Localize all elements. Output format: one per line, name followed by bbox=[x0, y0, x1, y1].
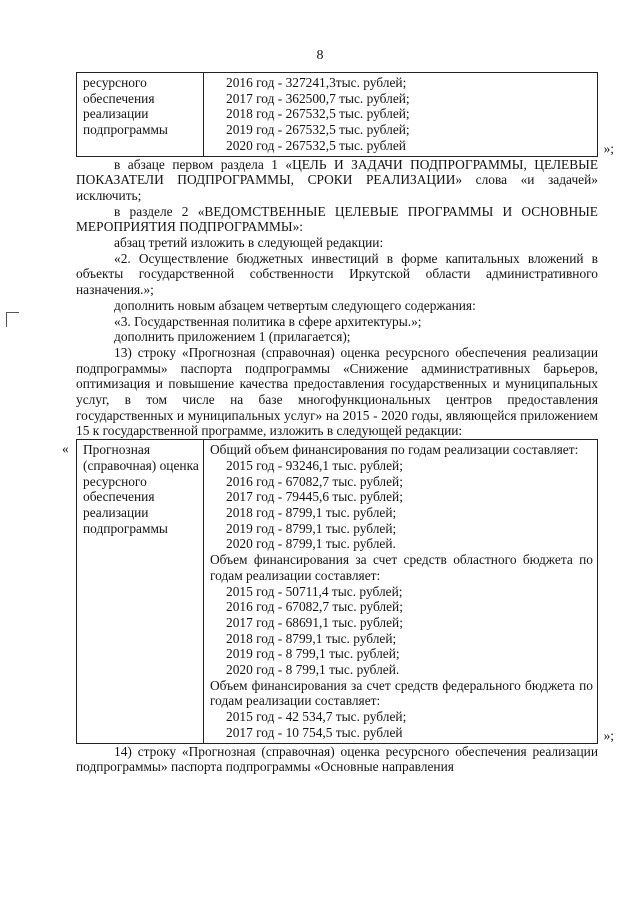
funding-line: 2019 год - 8799,1 тыс. рублей; bbox=[226, 520, 397, 536]
funding-line: 2016 год - 327241,3тыс. рублей; bbox=[226, 75, 407, 90]
paragraph: в абзаце первом раздела 1 «ЦЕЛЬ И ЗАДАЧИ ПОДПРОГРАММЫ, ЦЕЛЕВЫЕ ПОКАЗАТЕЛИ ПОДПРОГРАММЫ, СРОКИ РЕАЛИЗАЦИИ» слова «и задачей» исключить; bbox=[76, 156, 598, 203]
funding-heading: Общий объем финансирования по годам реализации составляет: bbox=[210, 442, 579, 458]
funding-line: 2019 год - 8 799,1 тыс. рублей; bbox=[226, 646, 400, 662]
funding-line: 2020 год - 267532,5 тыс. рублей bbox=[226, 137, 406, 153]
paragraph: дополнить новым абзацем четвертым следующего содержания: bbox=[114, 297, 476, 313]
funding-heading: Объем финансирования за счет средств федерального бюджета по годам реализации составляет: bbox=[210, 677, 593, 709]
paragraph: 14) строку «Прогнозная (справочная) оценка ресурсного обеспечения реализации подпрограммы» паспорта подпрограммы «Основные направления bbox=[76, 743, 598, 775]
funding-line: 2015 год - 42 534,7 тыс. рублей; bbox=[226, 709, 407, 725]
funding-line: 2015 год - 50711,4 тыс. рублей; bbox=[226, 583, 403, 599]
funding-heading: Объем финансирования за счет средств областного бюджета по годам реализации составляет: bbox=[210, 552, 593, 583]
resource-table-2 bbox=[76, 439, 598, 743]
paragraph: 13) строку «Прогнозная (справочная) оценка ресурсного обеспечения реализации подпрограммы» паспорта подпрограммы «Снижение административных барьеров, оптимизация и повышение качества предоставления государственных и муниципальных услуг, в том числе на базе многофункциональных центров предоставления государственных и муниципальных услуг» на 2015 - 2020 годы, являющейся приложением 15 к государственной программе, изложить в следующей редакции: bbox=[76, 344, 598, 439]
funding-line: 2020 год - 8 799,1 тыс. рублей. bbox=[226, 662, 400, 678]
funding-line: 2018 год - 8799,1 тыс. рублей; bbox=[226, 630, 397, 646]
resource-table-1 bbox=[76, 72, 598, 157]
paragraph: «2. Осуществление бюджетных инвестиций в форме капитальных вложений в объекты государственной собственности Иркутской области административного назначения.»; bbox=[76, 250, 598, 298]
closing-quote: »; bbox=[603, 140, 614, 156]
resource-table-new bbox=[62, 439, 614, 743]
funding-line: 2015 год - 93246,1 тыс. рублей; bbox=[226, 457, 403, 473]
funding-line: 2019 год - 267532,5 тыс. рублей; bbox=[226, 122, 410, 138]
document-body bbox=[62, 72, 614, 775]
closing-quote: »; bbox=[603, 727, 614, 743]
table1-label: ресурсного обеспечения реализации подпрограммы bbox=[77, 73, 204, 157]
resource-table-continued bbox=[76, 72, 614, 157]
paragraph: дополнить приложением 1 (прилагается); bbox=[114, 329, 351, 345]
funding-line: 2018 год - 8799,1 тыс. рублей; bbox=[226, 504, 397, 520]
page-number: 8 bbox=[316, 48, 324, 63]
funding-line: 2018 год - 267532,5 тыс. рублей; bbox=[226, 106, 410, 122]
funding-line: 2016 год - 67082,7 тыс. рублей; bbox=[226, 599, 403, 615]
scan-edge-mark bbox=[6, 312, 19, 327]
paragraph: в разделе 2 «ВЕДОМСТВЕННЫЕ ЦЕЛЕВЫЕ ПРОГРАММЫ И ОСНОВНЫЕ МЕРОПРИЯТИЯ ПОДПРОГРАММЫ»: bbox=[76, 203, 598, 235]
table2-label: Прогнозная (справочная) оценка ресурсного обеспечения реализации подпрограммы bbox=[77, 440, 204, 743]
funding-line: 2017 год - 68691,1 тыс. рублей; bbox=[226, 614, 403, 630]
table1-values bbox=[204, 73, 598, 157]
funding-line: 2017 год - 10 754,5 тыс. рублей bbox=[226, 724, 403, 740]
opening-quote: « bbox=[62, 441, 69, 457]
paragraph: «3. Государственная политика в сфере архитектуры.»; bbox=[114, 313, 422, 329]
funding-line: 2020 год - 8799,1 тыс. рублей. bbox=[226, 536, 396, 552]
paragraph: абзац третий изложить в следующей редакции: bbox=[114, 235, 384, 251]
funding-line: 2017 год - 362500,7 тыс. рублей; bbox=[226, 90, 410, 106]
table2-values bbox=[204, 440, 598, 743]
funding-line: 2017 год - 79445,6 тыс. рублей; bbox=[226, 489, 403, 505]
funding-line: 2016 год - 67082,7 тыс. рублей; bbox=[226, 473, 403, 489]
